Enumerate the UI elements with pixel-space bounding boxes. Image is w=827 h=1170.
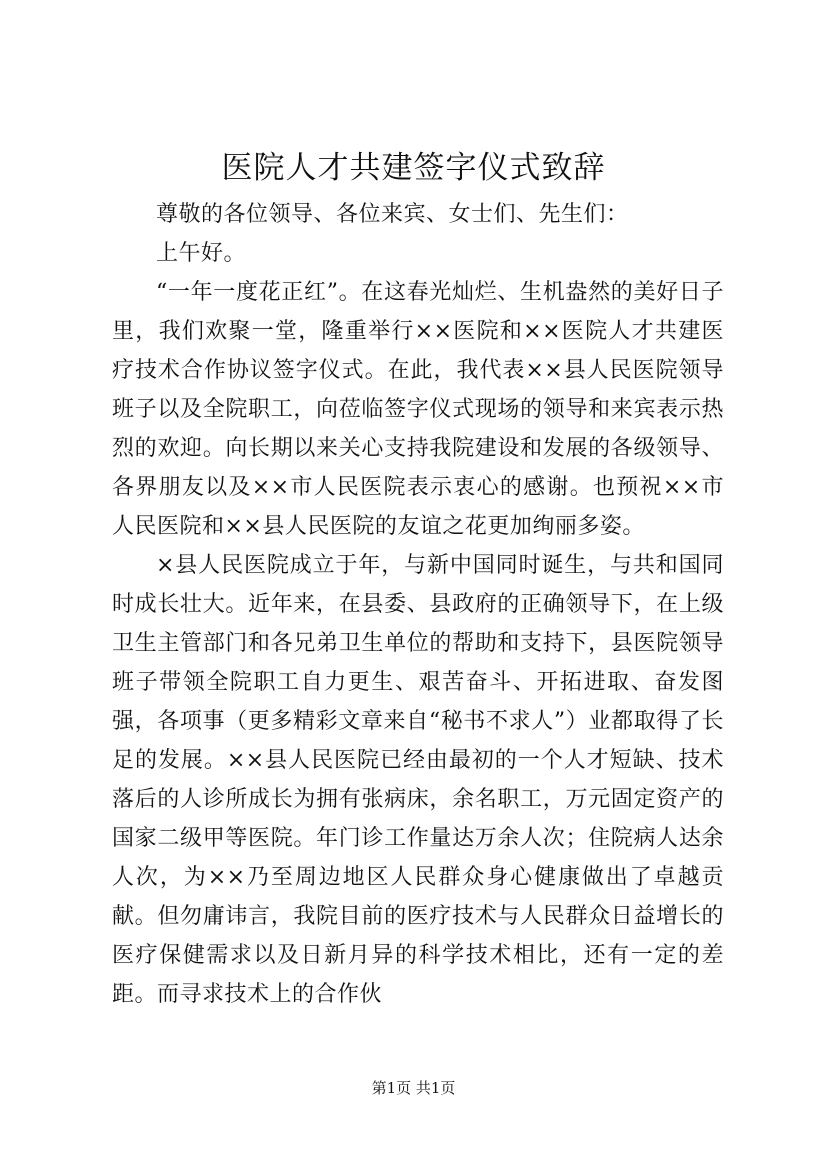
- document-body: [112, 195, 724, 1014]
- hospital-history-paragraph: ×县人民医院成立于年，与新中国同时诞生，与共和国同时成长壮大。近年来，在县委、县政府的正确领导下，在上级卫生主管部门和各兄弟卫生单位的帮助和支持下，县医院领导班子带领全院职工自力更生、艰苦奋斗、开拓进取、奋发图强，各项事（更多精彩文章来自“秘书不求人”）业都取得了长足的发展。××县人民医院已经由最初的一个人才短缺、技术落后的人诊所成长为拥有张病床，余名职工，万元固定资产的国家二级甲等医院。年门诊工作量达万余人次；住院病人达余人次，为××乃至周边地区人民群众身心健康做出了卓越贡献。但勿庸讳言，我院目前的医疗技术与人民群众日益增长的医疗保健需求以及日新月异的科学技术相比，还有一定的差距。而寻求技术上的合作伙: [112, 553, 724, 1007]
- salutation-paragraph: 尊敬的各位领导、各位来宾、女士们、先生们：: [156, 202, 629, 227]
- document-title: 医院人才共建签字仪式致辞: [221, 150, 606, 186]
- page-footer: 第1页 共1页: [371, 1079, 456, 1097]
- greeting-paragraph: 上午好。: [156, 241, 247, 266]
- welcome-paragraph: “一年一度花正红”。在这春光灿烂、生机盎然的美好日子里，我们欢聚一堂，隆重举行××医院和××医院人才共建医疗技术合作协议签字仪式。在此，我代表××县人民医院领导班子以及全院职工，向莅临签字仪式现场的领导和来宾表示热烈的欢迎。向长期以来关心支持我院建设和发展的各级领导、各界朋友以及××市人民医院表示衷心的感谢。也预祝××市人民医院和××县人民医院的友谊之花更加绚丽多姿。: [112, 280, 724, 539]
